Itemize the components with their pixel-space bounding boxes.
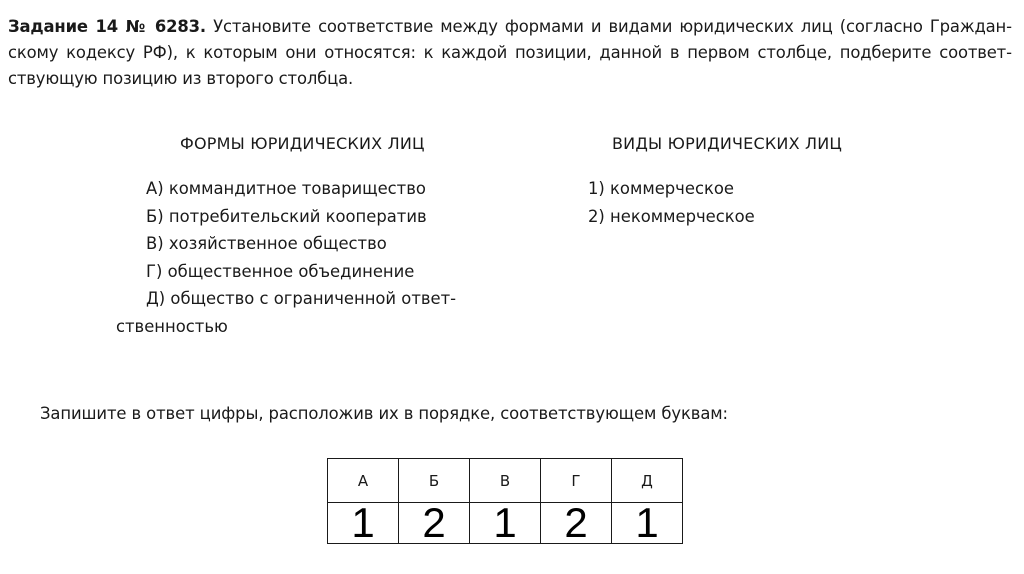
answer-letters-row (328, 459, 683, 503)
task-statement (8, 14, 1012, 92)
answer-table (327, 458, 683, 544)
answer-letter-cell: В (470, 459, 541, 503)
answer-letter-cell: А (328, 459, 399, 503)
task-heading: Задание 14 № 6283. (8, 17, 207, 36)
form-item-g: Г) общественное объединение (146, 261, 415, 281)
answer-digit-cell[interactable]: 1 (328, 503, 399, 544)
form-item-d-continuation: ственностью (116, 316, 228, 336)
answer-digit-cell[interactable]: 2 (541, 503, 612, 544)
type-item-2: 2) некоммерческое (588, 206, 755, 226)
answer-instruction: Запишите в ответ цифры, расположив их в порядке, соответствующем буквам: (40, 404, 728, 423)
answer-letter-cell: Б (399, 459, 470, 503)
answer-digit-cell[interactable]: 1 (470, 503, 541, 544)
answer-digits-row (328, 503, 683, 544)
types-list (588, 175, 755, 230)
types-column-header: ВИДЫ ЮРИДИЧЕСКИХ ЛИЦ (612, 134, 843, 153)
type-item-1: 1) коммерческое (588, 179, 734, 198)
form-item-v: В) хозяйственное общество (146, 234, 387, 253)
answer-digit-cell[interactable]: 2 (399, 503, 470, 544)
form-item-b: Б) потребительский кооператив (146, 206, 427, 226)
task-text: Установите соответствие между формами и видами юридических лиц (согласно Гражданскому кодексу РФ), к которым они относятся: к каждой позиции, данной в первом столбце, подберите соответствующую позицию из второго столбца. (8, 17, 1013, 88)
forms-column-header: ФОРМЫ ЮРИДИЧЕСКИХ ЛИЦ (180, 134, 425, 153)
answer-letter-cell: Г (541, 459, 612, 503)
forms-list (116, 175, 456, 340)
answer-letter-cell: Д (612, 459, 683, 503)
form-item-d: Д) общество с ограниченной ответ- (146, 289, 457, 308)
form-item-a: А) коммандитное товарищество (146, 179, 426, 198)
answer-digit-cell[interactable]: 1 (612, 503, 683, 544)
